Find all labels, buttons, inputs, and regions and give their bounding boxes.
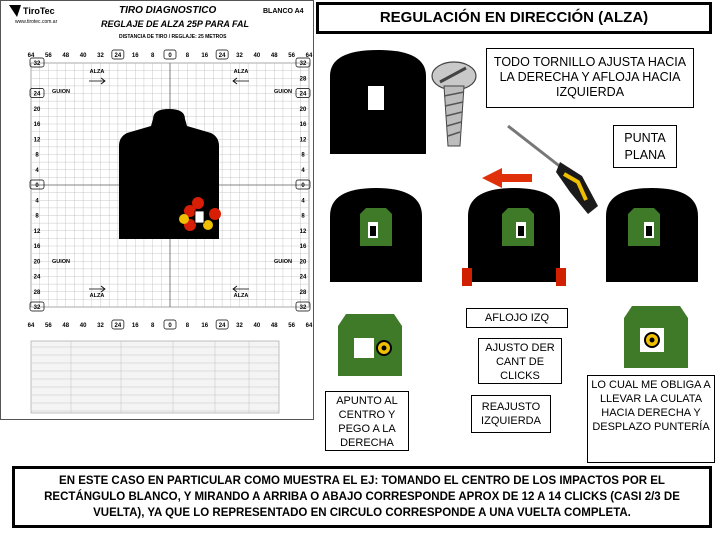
scale-label: 56 — [45, 323, 52, 329]
adjust-right-callout: AJUSTO DER CANT DE CLICKS — [478, 338, 562, 384]
scale-label: 8 — [150, 323, 155, 329]
scale-label: 48 — [62, 53, 70, 59]
scale-label: 4 — [35, 198, 39, 205]
page-title: REGULACIÓN EN DIRECCIÓN (ALZA) — [316, 2, 712, 34]
arrow-label: ALZA — [233, 69, 249, 75]
direction-arrow-icon — [89, 286, 105, 292]
scale-label: 56 — [45, 53, 52, 59]
footnote: EN ESTE CASO EN PARTICULAR COMO MUESTRA EL EJ: TOMANDO EL CENTRO DE LOS IMPACTOS POR EL RECTÁNGULO BLANCO, Y MIRANDO A ARRIBA O ABAJO CORRESPONDE APROX DE 12 A 14 CLICKS (CASI 2/3 DE VUELTA), YA QUE LO REPRESENTADO EN CIRCULO CORRESPONDE A UNA VUELTA COMPLETA. — [12, 466, 712, 528]
arrow-label: ALZA — [89, 293, 105, 299]
scale-label: 16 — [201, 53, 209, 59]
scale-label: 24 — [33, 91, 41, 98]
scale-label: 64 — [27, 323, 35, 329]
scale-label: 16 — [201, 323, 209, 329]
data-form — [31, 341, 279, 413]
direction-arrow-icon — [233, 78, 249, 84]
arrow-label: GUION — [273, 89, 293, 95]
scale-label: 8 — [35, 152, 39, 159]
scale-label: 20 — [299, 106, 307, 113]
scale-label: 16 — [299, 122, 307, 128]
aim-callout: APUNTO AL CENTRO Y PEGO A LA DERECHA — [325, 391, 409, 451]
scale-label: 64 — [27, 53, 35, 59]
scale-label: 12 — [33, 137, 41, 144]
loosen-callout: AFLOJO IZQ — [466, 308, 568, 328]
scale-label: 16 — [131, 323, 139, 329]
scale-label: 32 — [236, 323, 243, 329]
direction-arrow-icon — [89, 78, 105, 84]
target-grid — [1, 1, 315, 421]
scale-label: 32 — [299, 305, 307, 311]
scale-label: 4 — [301, 167, 305, 174]
scale-label: 0 — [168, 53, 172, 59]
scale-label: 24 — [218, 53, 226, 59]
website-text: www.tirotec.com.ar — [15, 19, 58, 25]
scale-label: 24 — [299, 91, 307, 98]
screw-callout: TODO TORNILLO AJUSTA HACIA LA DERECHA Y AFLOJA HACIA IZQUIERDA — [486, 48, 694, 108]
arrow-label: GUION — [51, 259, 71, 265]
arrow-label: GUION — [273, 259, 293, 265]
scale-label: 32 — [299, 61, 307, 67]
scale-label: 40 — [253, 53, 261, 59]
readjust-callout: REAJUSTO IZQUIERDA — [471, 395, 551, 433]
scale-label: 48 — [62, 323, 70, 329]
scale-label: 40 — [79, 53, 87, 59]
scale-label: 24 — [218, 323, 226, 329]
scale-label: 16 — [33, 122, 41, 128]
scale-label: 8 — [185, 323, 190, 329]
target-subheading: REGLAJE DE ALZA 25P PARA FAL — [101, 19, 250, 29]
distance-note: DISTANCIA DE TIRO / REGLAJE: 25 METROS — [119, 34, 227, 40]
front-sight-aim — [338, 314, 402, 376]
scale-label: 0 — [301, 183, 305, 189]
scale-label: 8 — [35, 213, 39, 220]
scale-label: 4 — [35, 167, 39, 174]
rear-sight-large — [330, 50, 426, 154]
brand-text: TiroTec — [23, 6, 55, 16]
screw-icon — [432, 62, 476, 146]
result-callout: LO CUAL ME OBLIGA A LLEVAR LA CULATA HACIA DERECHA Y DESPLAZO PUNTERÍA — [587, 375, 715, 463]
scale-label: 32 — [97, 53, 104, 59]
scale-label: 56 — [288, 53, 295, 59]
scale-label: 64 — [305, 323, 313, 329]
scale-label: 8 — [301, 152, 305, 159]
arrow-label: ALZA — [89, 69, 105, 75]
scale-label: 40 — [79, 323, 87, 329]
rear-sight-3 — [606, 188, 698, 282]
scale-label: 20 — [33, 259, 41, 266]
corner-label: BLANCO A4 — [263, 8, 304, 15]
scale-label: 20 — [33, 106, 41, 113]
scale-label: 28 — [299, 76, 307, 83]
arrow-label: GUION — [51, 89, 71, 95]
rear-sight-1 — [330, 188, 422, 282]
scale-label: 28 — [33, 289, 41, 296]
scale-label: 12 — [299, 137, 307, 144]
tirotec-logo — [9, 5, 58, 25]
scale-label: 8 — [301, 213, 305, 220]
scale-label: 40 — [253, 323, 261, 329]
arrow-label: ALZA — [233, 293, 249, 299]
impact-center-rectangle — [195, 211, 204, 223]
scale-label: 0 — [35, 183, 39, 189]
scale-label: 16 — [299, 244, 307, 250]
scale-label: 0 — [168, 323, 172, 329]
scale-label: 20 — [299, 259, 307, 266]
scale-label: 12 — [299, 228, 307, 235]
scale-label: 32 — [97, 323, 104, 329]
target-sheet — [0, 0, 314, 420]
scale-label: 16 — [131, 53, 139, 59]
target-heading: TIRO DIAGNOSTICO — [119, 5, 217, 16]
scale-label: 24 — [299, 274, 307, 281]
scale-label: 8 — [150, 53, 155, 59]
scale-label: 28 — [299, 289, 307, 296]
front-sight-result — [624, 306, 688, 368]
scale-label: 4 — [301, 198, 305, 205]
scale-label: 16 — [33, 244, 41, 250]
direction-arrow-icon — [233, 286, 249, 292]
scale-label: 24 — [114, 53, 122, 59]
scale-label: 32 — [33, 305, 41, 311]
scale-label: 64 — [305, 53, 313, 59]
arrow-left-icon — [482, 168, 532, 188]
scale-label: 32 — [236, 53, 243, 59]
scale-label: 8 — [185, 53, 190, 59]
scale-label: 56 — [288, 323, 295, 329]
scale-label: 24 — [114, 323, 122, 329]
scale-label: 24 — [33, 274, 41, 281]
scale-label: 48 — [270, 53, 278, 59]
flat-tip-callout: PUNTA PLANA — [613, 125, 677, 168]
scale-label: 32 — [33, 61, 41, 67]
rear-sight-2 — [462, 188, 566, 286]
scale-label: 12 — [33, 228, 41, 235]
scale-label: 48 — [270, 323, 278, 329]
